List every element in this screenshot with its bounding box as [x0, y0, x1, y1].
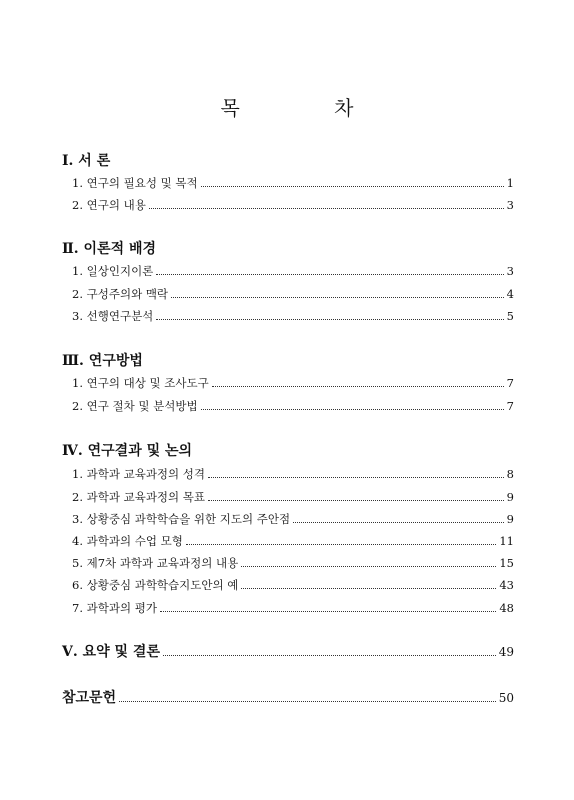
toc-entry [72, 375, 514, 391]
toc-entry-page: 48 [499, 601, 514, 615]
toc-entry [72, 466, 514, 482]
toc-entry-label: 2. 구성주의와 맥락 [72, 287, 169, 301]
toc-entry [72, 398, 514, 414]
toc-entry-label: 1. 과학과 교육과정의 성격 [72, 467, 206, 481]
dot-leader [293, 522, 504, 523]
toc-entry-label: 7. 과학과의 평가 [72, 601, 157, 615]
toc-entry-label: 3. 선행연구분석 [72, 309, 154, 323]
toc-entry-label: 5. 제7차 과학과 교육과정의 내용 [72, 556, 239, 570]
toc-entry-label: 6. 상황중심 과학학습지도안의 예 [72, 578, 239, 592]
toc-entry-label: Ⅴ. 요약 및 결론 [62, 644, 160, 660]
toc-entry-page: 1 [506, 176, 514, 190]
toc-entry [72, 577, 514, 593]
toc-entry-page: 5 [506, 309, 514, 323]
toc-entry-page: 15 [499, 556, 514, 570]
dot-leader [208, 500, 504, 501]
toc-entry-page: 4 [506, 287, 514, 301]
dot-leader [241, 588, 496, 589]
toc-entry [72, 286, 514, 302]
dot-leader [163, 655, 496, 656]
toc-entry-label: 4. 과학과의 수업 모형 [72, 534, 183, 548]
toc-entry-page: 11 [499, 534, 514, 548]
toc-entry [72, 600, 514, 616]
dot-leader [171, 297, 504, 298]
section-heading-4: Ⅳ. 연구결과 및 논의 [62, 443, 193, 459]
dot-leader [241, 566, 496, 567]
dot-leader [160, 611, 496, 612]
toc-entry-label: 3. 상황중심 과학학습을 위한 지도의 주안점 [72, 512, 291, 526]
toc-entry-page: 43 [499, 578, 514, 592]
toc-entry [72, 175, 514, 191]
toc-entry [72, 308, 514, 324]
toc-entry-page: 3 [506, 264, 514, 278]
references-entry [62, 687, 514, 705]
toc-entry-label: 참고문헌 [62, 690, 117, 706]
toc-entry [72, 489, 514, 505]
dot-leader [201, 186, 504, 187]
toc-entry-page: 9 [506, 512, 514, 526]
toc-entry-label: 2. 연구의 내용 [72, 198, 146, 212]
section-heading-1: Ⅰ. 서 론 [62, 153, 111, 169]
toc-entry-page: 7 [506, 376, 514, 390]
dot-leader [149, 208, 504, 209]
toc-entry-label: 2. 연구 절차 및 분석방법 [72, 399, 198, 413]
page-title: 목 차 [220, 96, 398, 120]
toc-entry-page: 7 [506, 399, 514, 413]
toc-entry-page: 3 [506, 198, 514, 212]
dot-leader [201, 409, 504, 410]
section-heading-3: Ⅲ. 연구방법 [62, 353, 143, 369]
toc-entry-label: 1. 연구의 필요성 및 목적 [72, 176, 198, 190]
toc-entry [72, 555, 514, 571]
toc-entry [72, 511, 514, 527]
toc-entry [72, 263, 514, 279]
dot-leader [212, 386, 504, 387]
toc-entry-page: 8 [506, 467, 514, 481]
dot-leader [186, 544, 497, 545]
dot-leader [119, 701, 496, 702]
dot-leader [208, 477, 504, 478]
section-heading-2: Ⅱ. 이론적 배경 [62, 241, 157, 257]
dot-leader [156, 274, 503, 275]
toc-entry-label: 1. 일상인지이론 [72, 264, 154, 278]
toc-entry [72, 533, 514, 549]
toc-entry-page: 50 [498, 691, 514, 705]
conclusion-entry [62, 641, 514, 659]
toc-entry-label: 2. 과학과 교육과정의 목표 [72, 490, 206, 504]
toc-entry-page: 49 [498, 645, 514, 659]
toc-entry-label: 1. 연구의 대상 및 조사도구 [72, 376, 209, 390]
dot-leader [156, 319, 503, 320]
toc-entry-page: 9 [506, 490, 514, 504]
toc-entry [72, 197, 514, 213]
